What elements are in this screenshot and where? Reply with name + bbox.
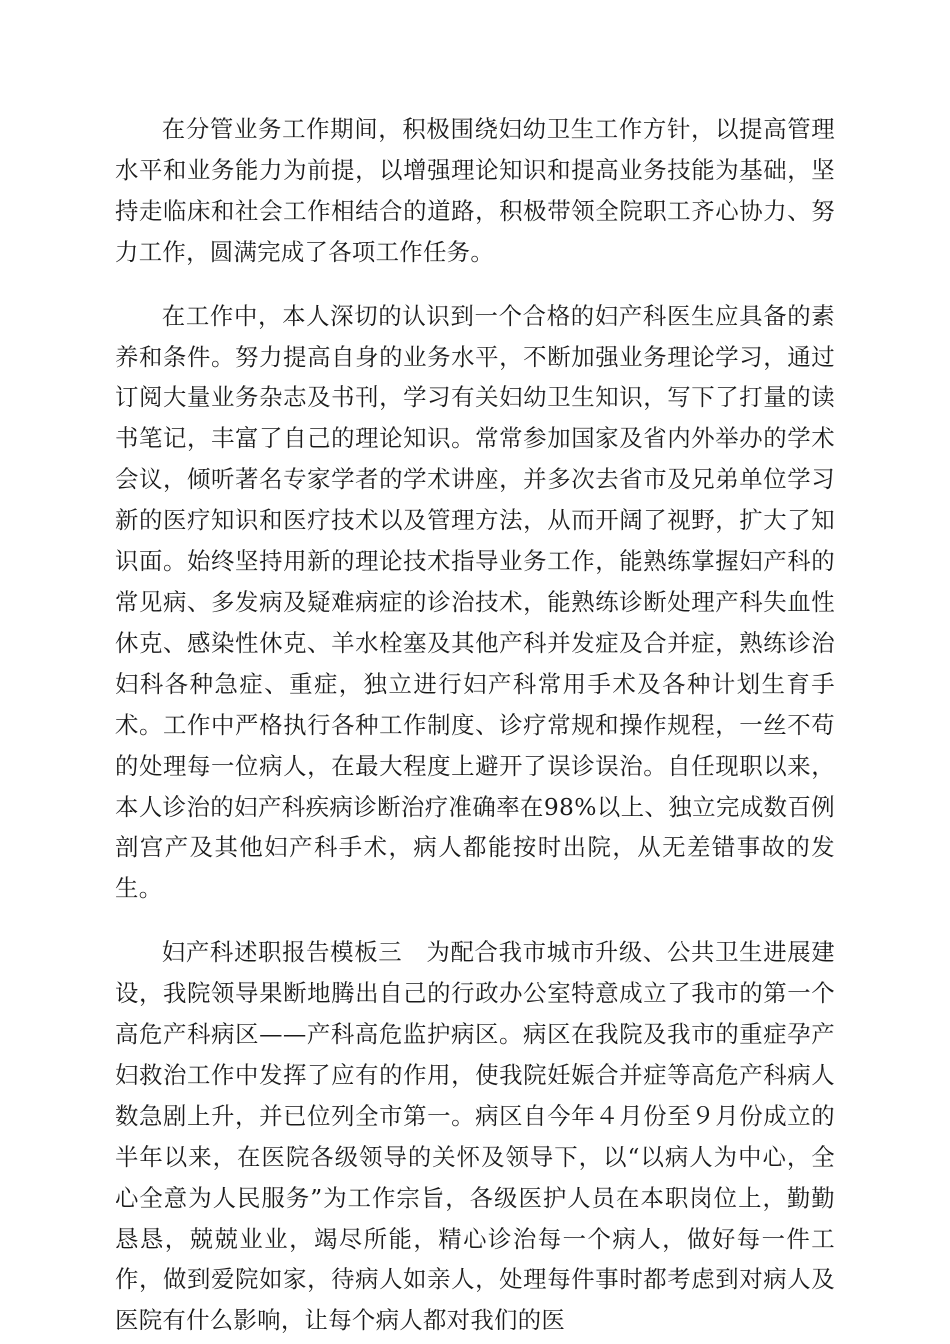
paragraph-3: 妇产科述职报告模板三 为配合我市城市升级、公共卫生进展建设，我院领导果断地腾出自己的行政办公室特意成立了我市的第一个高危产科病区——产科高危监护病区。病区在我院及我市的重症孕产妇救治工作中发挥了应有的作用，使我院妊娠合并症等高危产科病人数急剧上升，并已位列全市第一。病区自今年４月份至９月份成立的半年以来，在医院各级领导的关怀及领导下，以“以病人为中心，全心全意为人民服务”为工作宗旨，各级医护人员在本职岗位上，勤勤恳恳，兢兢业业，竭尽所能，精心诊治每一个病人，做好每一件工作，做到爱院如家，待病人如亲人，处理每件事时都考虑到对病人及医院有什么影响，让每个病人都对我们的医 (115, 938, 835, 1335)
document-page (115, 109, 835, 1341)
paragraph-1: 在分管业务工作期间，积极围绕妇幼卫生工作方针，以提高管理水平和业务能力为前提，以增强理论知识和提高业务技能为基础，坚持走临床和社会工作相结合的道路，积极带领全院职工齐心协力、努力工作，圆满完成了各项工作任务。 (115, 115, 835, 266)
paragraph-2: 在工作中，本人深切的认识到一个合格的妇产科医生应具备的素养和条件。努力提高自身的业务水平，不断加强业务理论学习，通过订阅大量业务杂志及书刊，学习有关妇幼卫生知识，写下了打量的读书笔记，丰富了自己的理论知识。常常参加国家及省内外举办的学术会议，倾听著名专家学者的学术讲座，并多次去省市及兄弟单位学习新的医疗知识和医疗技术以及管理方法，从而开阔了视野，扩大了知识面。始终坚持用新的理论技术指导业务工作，能熟练掌握妇产科的常见病、多发病及疑难病症的诊治技术，能熟练诊断处理产科失血性休克、感染性休克、羊水栓塞及其他产科并发症及合并症，熟练诊治妇科各种急症、重症，独立进行妇产科常用手术及各种计划生育手术。工作中严格执行各种工作制度、诊疗常规和操作规程，一丝不苟的处理每一位病人，在最大程度上避开了误诊误治。自任现职以来，本人诊治的妇产科疾病诊断治疗准确率在98%以上、独立完成数百例剖宫产及其他妇产科手术，病人都能按时出院，从无差错事故的发生。 (115, 301, 835, 903)
